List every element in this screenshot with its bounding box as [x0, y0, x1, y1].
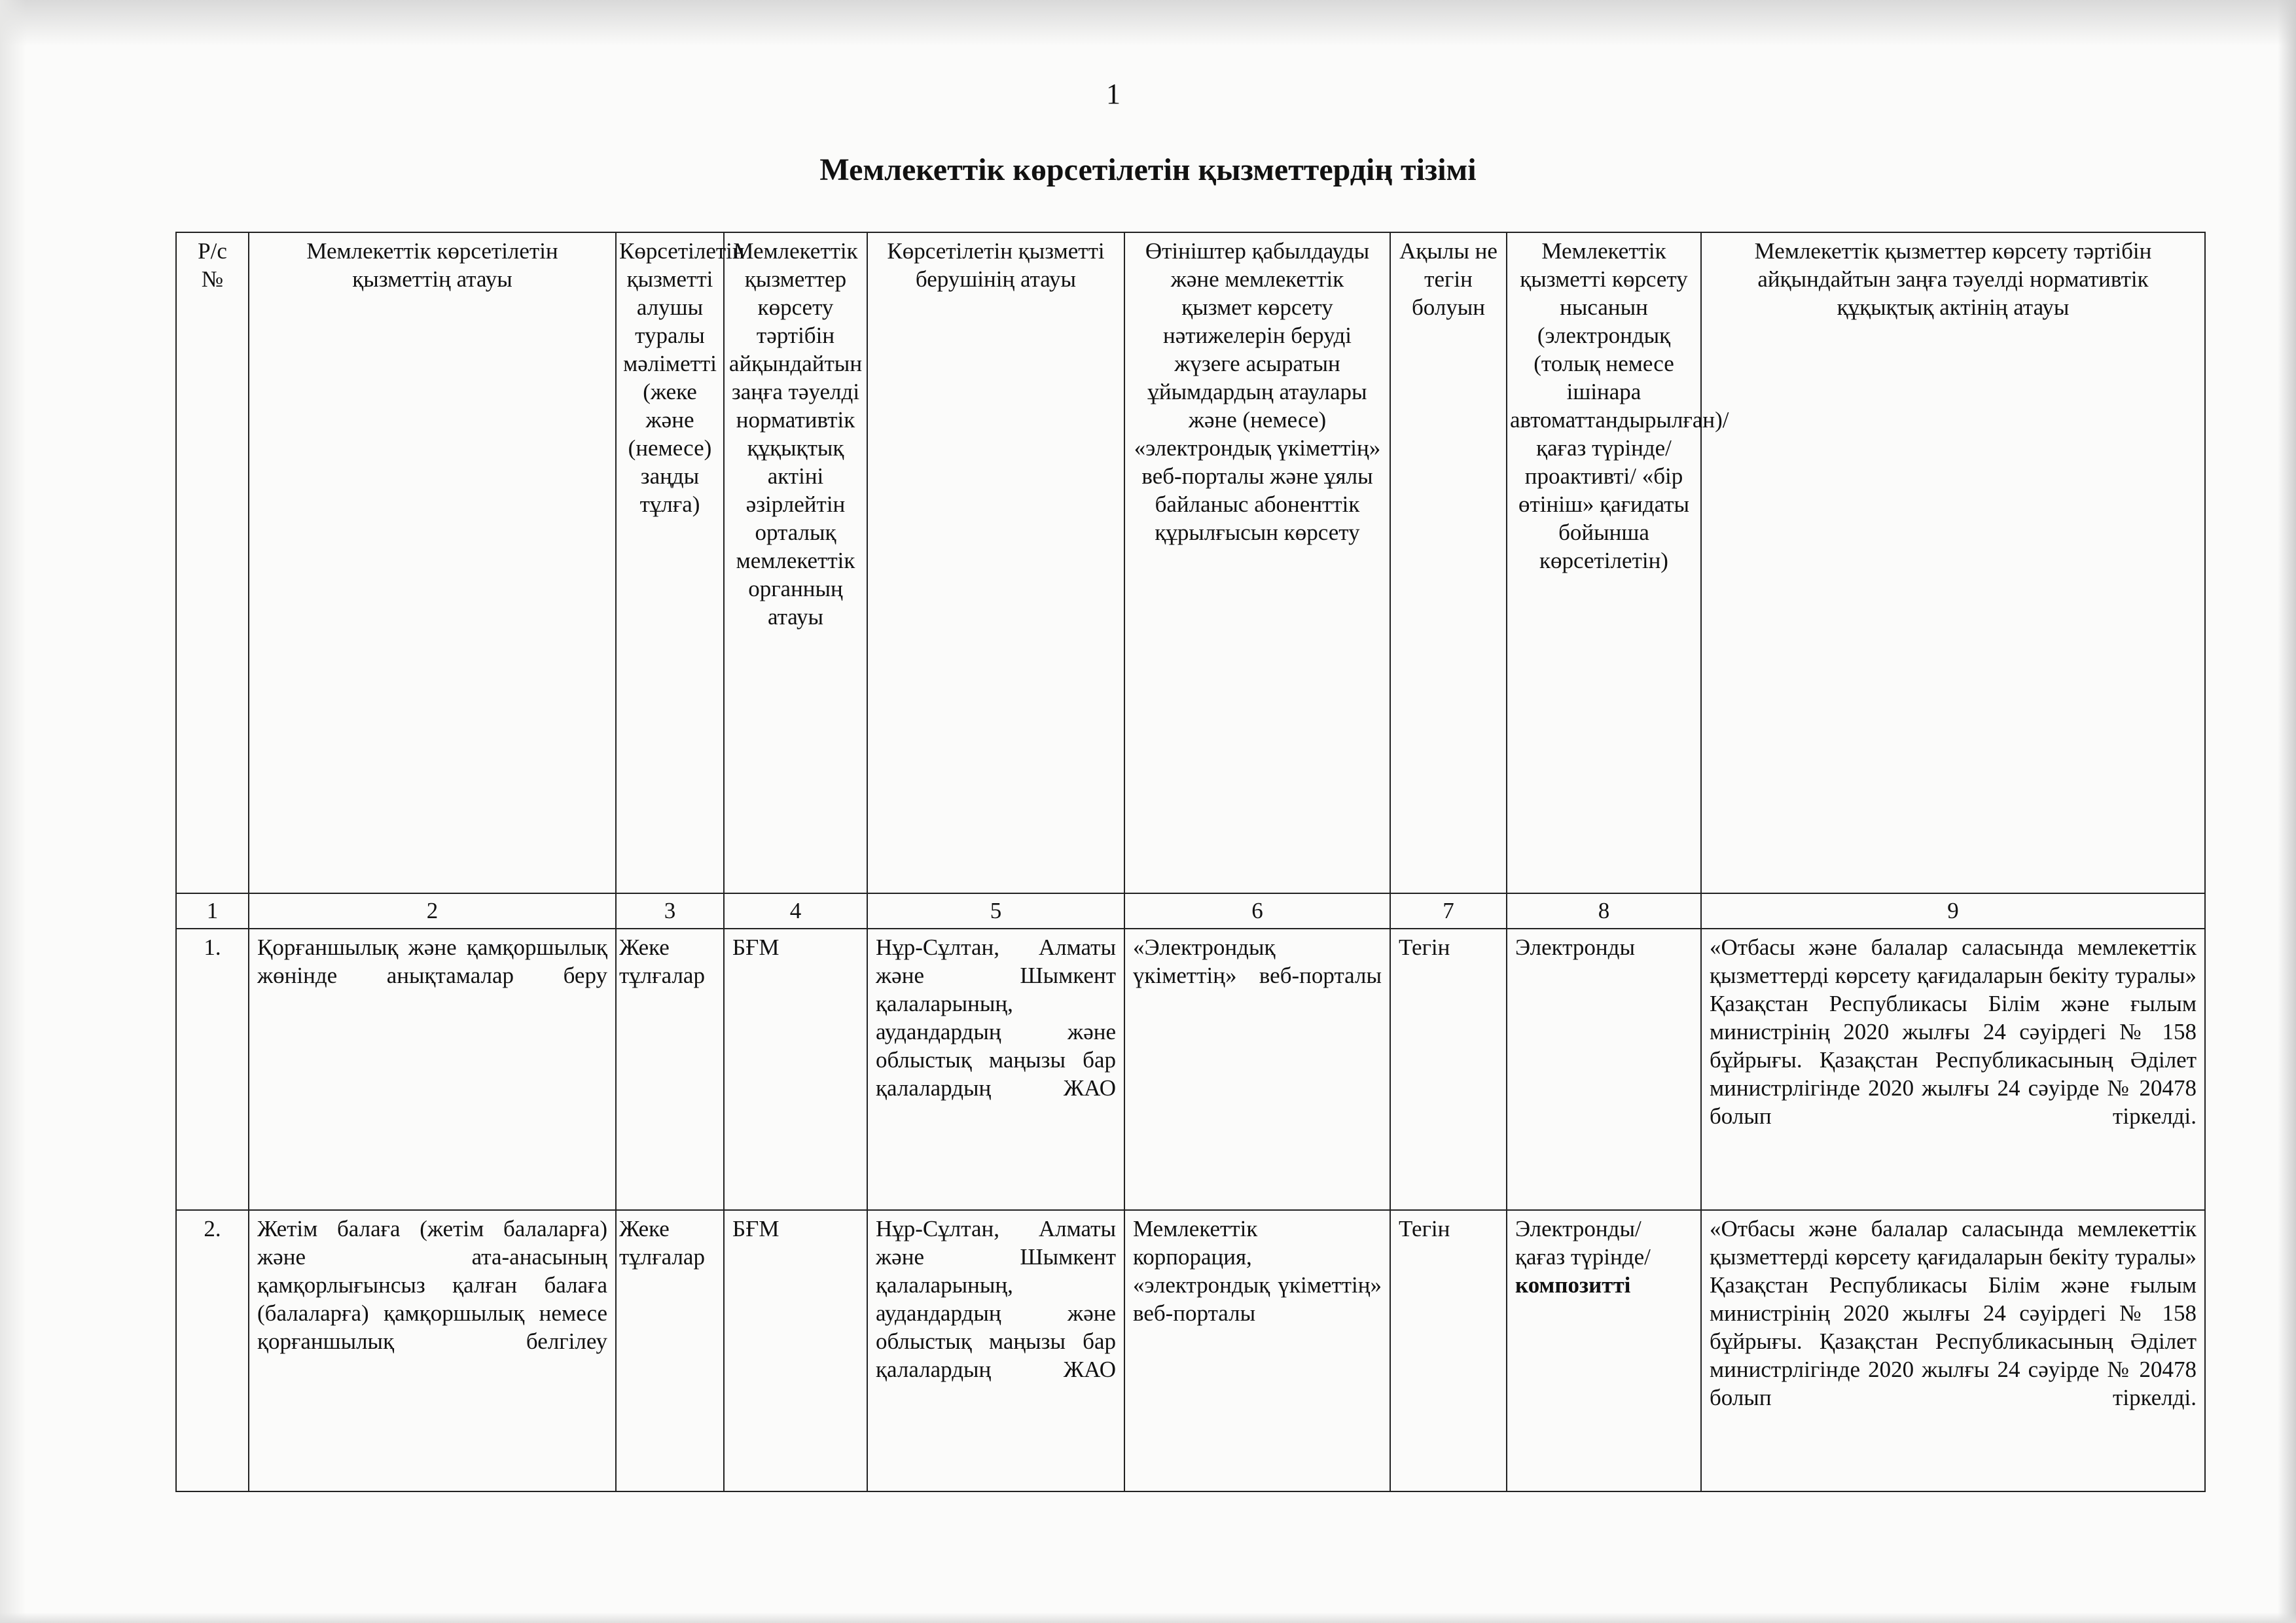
- header-number: Р/с №: [176, 232, 249, 893]
- scan-shadow-right: [2278, 0, 2296, 1623]
- service-form: [1507, 929, 1701, 1210]
- header-form: Мемлекеттік қызметті көрсету нысанын (электрондық (толық немесе ішінара автоматтандырылған)/ қағаз түрінде/ проактивті/ «бір өтініш» қағидаты бойынша көрсетілетін): [1507, 232, 1701, 893]
- header-central-agency: Мемлекеттік қызметтер көрсету тәртібін айқындайтын заңға тәуелді нормативтік құқықтық актіні әзірлейтін орталық мемлекеттік органның атауы: [724, 232, 867, 893]
- reception: «Электрондық үкіметтің» веб-порталы: [1124, 929, 1390, 1210]
- column-number: 7: [1390, 893, 1507, 929]
- fee: Тегін: [1390, 929, 1507, 1210]
- service-form-bold: композитті: [1515, 1272, 1631, 1298]
- column-number: 3: [616, 893, 724, 929]
- provider: Нұр-Сұлтан, Алматы және Шымкент қалаларының, аудандардың және облыстық маңызы бар қалалардың ЖАО: [867, 929, 1124, 1210]
- column-number: 8: [1507, 893, 1701, 929]
- scan-shadow-top: [0, 0, 2296, 46]
- column-number: 2: [249, 893, 616, 929]
- row-number: 2.: [176, 1210, 249, 1491]
- scan-shadow-bottom: [0, 1613, 2296, 1623]
- header-legal-act: Мемлекеттік қызметтер көрсету тәртібін айқындайтын заңға тәуелді нормативтік құқықтық актінің атауы: [1701, 232, 2205, 893]
- central-agency: БҒМ: [724, 1210, 867, 1491]
- service-name: Жетім балаға (жетім балаларға) және ата-анасының қамқорлығынсыз қалған балаға (балаларға) қамқоршылық немесе қорғаншылық белгілеу: [249, 1210, 616, 1491]
- column-number: 9: [1701, 893, 2205, 929]
- header-fee: Ақылы не тегін болуын: [1390, 232, 1507, 893]
- header-reception: Өтініштер қабылдауды және мемлекеттік қызмет көрсету нәтижелерін беруді жүзеге асыратын ұйымдардың атаулары және (немесе) «электрондық үкіметтің» веб-порталы және ұялы байланыс абоненттік құрылғысын көрсету: [1124, 232, 1390, 893]
- header-provider: Көрсетілетін қызметті берушінің атауы: [867, 232, 1124, 893]
- column-number: 5: [867, 893, 1124, 929]
- row-number: 1.: [176, 929, 249, 1210]
- services-table: [175, 232, 2206, 1492]
- fee: Тегін: [1390, 1210, 1507, 1491]
- scan-shadow-left: [0, 0, 26, 1623]
- header-row: [176, 232, 2205, 893]
- column-number: 1: [176, 893, 249, 929]
- recipient: Жеке тұлғалар: [616, 1210, 724, 1491]
- recipient: Жеке тұлғалар: [616, 929, 724, 1210]
- column-number: 4: [724, 893, 867, 929]
- table-row: [176, 1210, 2205, 1491]
- header-service-name: Мемлекеттік көрсетілетін қызметтің атауы: [249, 232, 616, 893]
- header-recipient: Көрсетілетін қызметті алушы туралы мәліметті (жеке және (немесе) заңды тұлға): [616, 232, 724, 893]
- reception: Мемлекеттік корпорация, «электрондық үкіметтің» веб-порталы: [1124, 1210, 1390, 1491]
- legal-act: «Отбасы және балалар саласында мемлекеттік қызметтерді көрсету қағидаларын бекіту туралы» Қазақстан Республикасы Білім және ғылым министрінің 2020 жылғы 24 сәуірдегі № 158 бұйрығы. Қазақстан Республикасының Әділет министрлігінде 2020 жылғы 24 сәуірде № 20478 болып тіркелді.: [1701, 929, 2205, 1210]
- service-form-text: Электронды/ қағаз түрінде/: [1515, 1216, 1651, 1270]
- central-agency: БҒМ: [724, 929, 867, 1210]
- service-form: [1507, 1210, 1701, 1491]
- table-row: [176, 929, 2205, 1210]
- column-number: 6: [1124, 893, 1390, 929]
- column-number-row: [176, 893, 2205, 929]
- page-number: 1: [1106, 78, 1121, 110]
- provider: Нұр-Сұлтан, Алматы және Шымкент қалаларының, аудандардың және облыстық маңызы бар қалалардың ЖАО: [867, 1210, 1124, 1491]
- legal-act: «Отбасы және балалар саласында мемлекеттік қызметтерді көрсету қағидаларын бекіту туралы» Қазақстан Республикасы Білім және ғылым министрінің 2020 жылғы 24 сәуірдегі № 158 бұйрығы. Қазақстан Республикасының Әділет министрлігінде 2020 жылғы 24 сәуірде № 20478 болып тіркелді.: [1701, 1210, 2205, 1491]
- page-title: Мемлекеттік көрсетілетін қызметтердің тізімі: [819, 152, 1477, 187]
- service-form-text: Электронды: [1515, 935, 1635, 960]
- service-name: Қорғаншылық және қамқоршылық жөнінде анықтамалар беру: [249, 929, 616, 1210]
